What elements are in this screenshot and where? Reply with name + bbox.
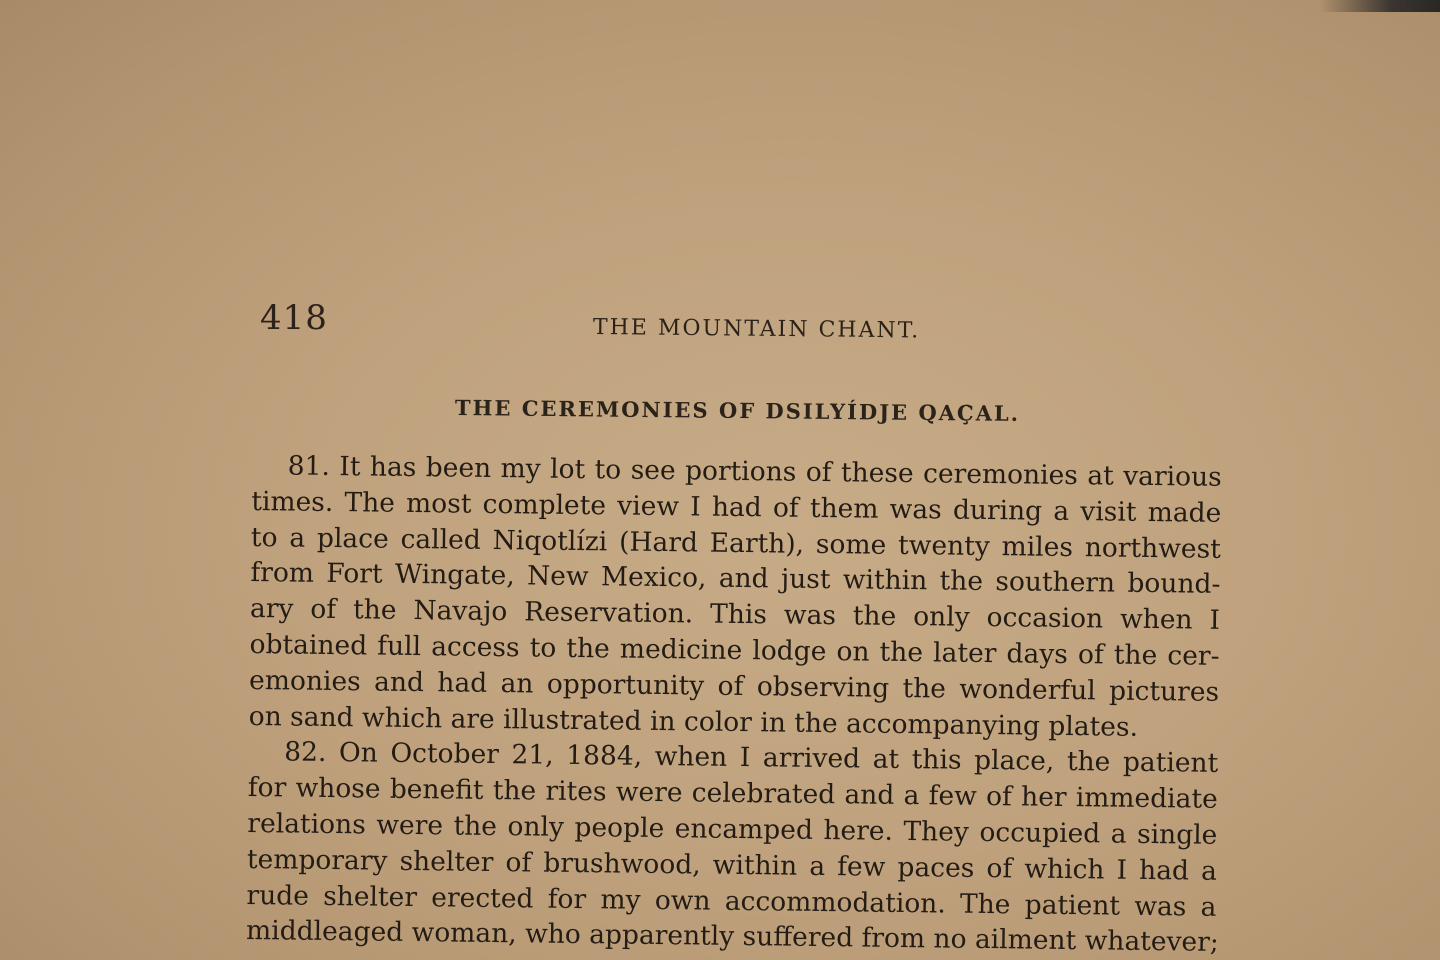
page-number: 418 [260, 298, 328, 338]
running-head: THE MOUNTAIN CHANT. [592, 315, 921, 344]
text-line: for whose benefit the rites were celebrated and a few of her immediate [247, 772, 1218, 815]
text-line: on sand which are illustrated in color in the accompanying plates. [248, 700, 1139, 743]
text-line: times. The most complete view I had of them was during a visit made [251, 485, 1222, 529]
body-text [246, 448, 1222, 960]
text-line: rude shelter erected for my own accommodation. The patient was a [246, 879, 1217, 923]
text-line: 82. On October 21, 1884, when I arrived at this place, the patient [284, 736, 1219, 780]
text-line: obtained full access to the medicine lodge on the later days of the cer- [249, 628, 1220, 672]
text-line: from Fort Wingate, New Mexico, and just within the southern bound- [250, 557, 1221, 601]
text-line: middleaged woman, who apparently suffered from no ailment whatever; [245, 915, 1219, 959]
section-title: THE CEREMONIES OF DSILYÍDJE QAÇ̀AL. [454, 395, 1021, 426]
text-line: temporary shelter of brushwood, within a few paces of which I had a [246, 843, 1218, 887]
text-line: 81. It has been my lot to see portions of these ceremonies at various [287, 450, 1222, 493]
text-line: relations were the only people encamped here. They occupied a single [247, 807, 1218, 851]
text-line: to a place called Niqotlízi (Hard Earth), some twenty miles northwest [250, 521, 1222, 565]
text-line: ary of the Navajo Reservation. This was the only occasion when I [249, 593, 1221, 637]
text-line: emonies and had an opportunity of observing the wonderful pictures [248, 664, 1220, 708]
